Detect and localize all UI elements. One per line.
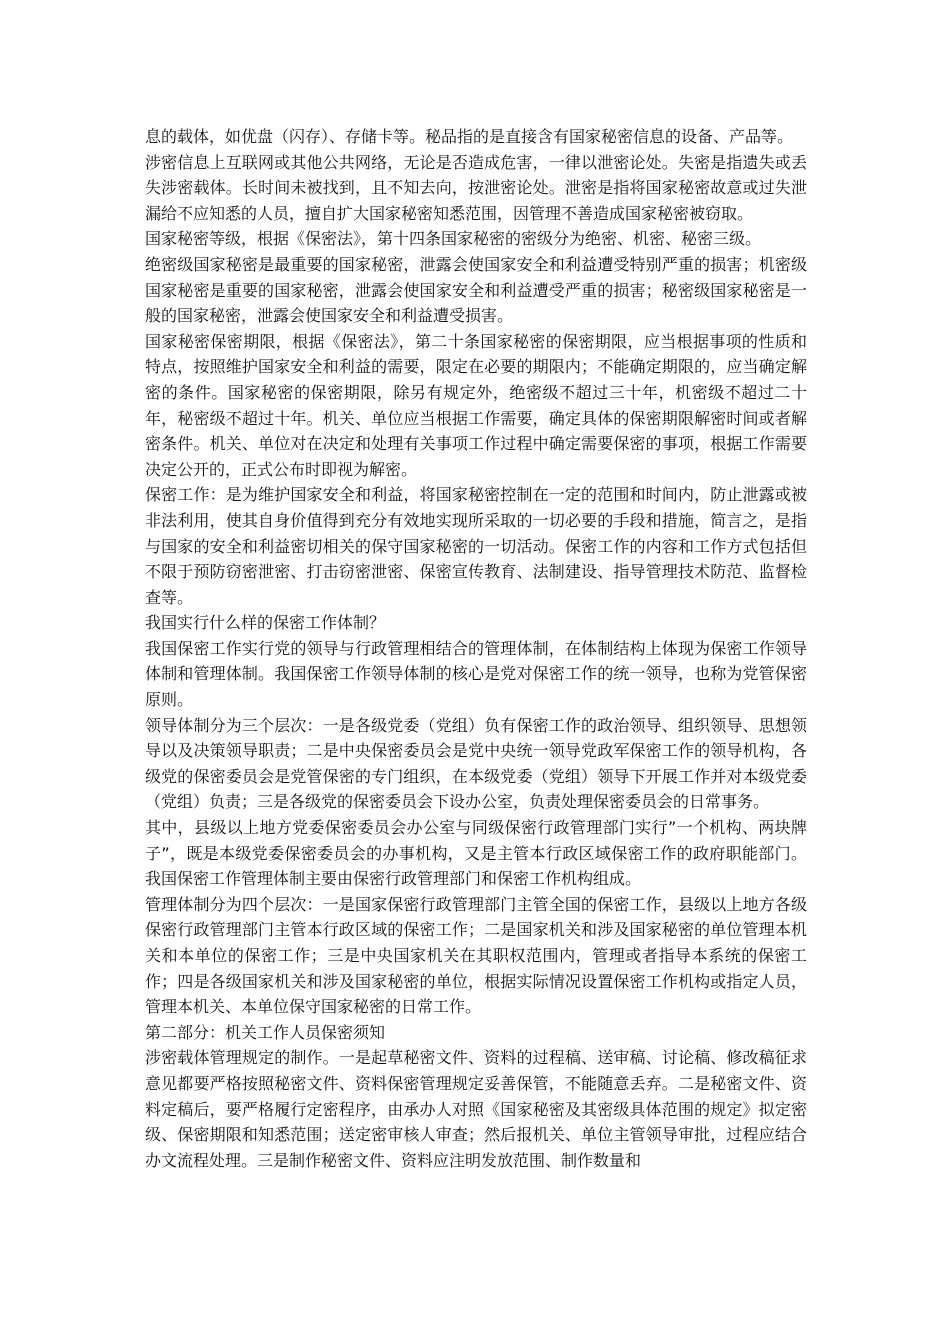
paragraph: 国家秘密保密期限，根据《保密法》，第二十条国家秘密的保密期限，应当根据事项的性质和特点，按照维护国家安全和利益的需要，限定在必要的期限内；不能确定期限的，应当确定解密的条件。国家秘密的保密期限，除另有规定外，绝密级不超过三十年，机密级不超过二十年，秘密级不超过十年。机关、单位应当根据工作需要，确定具体的保密期限解密时间或者解密条件。机关、单位对在决定和处理有关事项工作过程中确定需要保密的事项，根据工作需要决定公开的，正式公布时即视为解密。 [145, 331, 807, 479]
document-body [145, 124, 807, 1173]
paragraph: 涉密信息上互联网或其他公共网络，无论是否造成危害，一律以泄密论处。失密是指遗失或丢失涉密载体。长时间未被找到，且不知去向，按泄密论处。泄密是指将国家秘密故意或过失泄漏给不应知悉的人员，擅自扩大国家秘密知悉范围，因管理不善造成国家秘密被窃取。 [145, 152, 807, 223]
paragraph: 涉密载体管理规定的制作。一是起草秘密文件、资料的过程稿、送审稿、讨论稿、修改稿征求意见都要严格按照秘密文件、资料保密管理规定妥善保管，不能随意丢弃。二是秘密文件、资料定稿后，要严格履行定密程序，由承办人对照《国家秘密及其密级具体范围的规定》拟定密级、保密期限和知悉范围；送定密审核人审查；然后报机关、单位主管领导审批，过程应结合办文流程处理。三是制作秘密文件、资料应注明发放范围、制作数量和 [145, 1048, 807, 1170]
paragraph: 管理体制分为四个层次：一是国家保密行政管理部门主管全国的保密工作，县级以上地方各级保密行政管理部门主管本行政区域的保密工作；二是国家机关和涉及国家秘密的单位管理本机关和本单位的保密工作；三是中央国家机关在其职权范围内，管理或者指导本系统的保密工作；四是各级国家机关和涉及国家秘密的单位，根据实际情况设置保密工作机构或指定人员，管理本机关、本单位保守国家秘密的日常工作。 [145, 894, 807, 1017]
paragraph: 国家秘密等级，根据《保密法》，第十四条国家秘密的密级分为绝密、机密、秘密三级。 [145, 229, 762, 249]
section-heading: 第二部分：机关工作人员保密须知 [145, 1022, 386, 1042]
paragraph: 绝密级国家秘密是最重要的国家秘密，泄露会使国家安全和利益遭受特别严重的损害；机密级国家秘密是重要的国家秘密，泄露会使国家安全和利益遭受严重的损害；秘密级国家秘密是一般的国家秘密，泄露会使国家安全和利益遭受损害。 [145, 254, 807, 326]
question-heading: 我国实行什么样的保密工作体制？ [145, 613, 386, 633]
paragraph: 保密工作：是为维护国家安全和利益，将国家秘密控制在一定的范围和时间内，防止泄露或被非法利用，使其自身价值得到充分有效地实现所采取的一切必要的手段和措施，简言之，是指与国家的安全和利益密切相关的保守国家秘密的一切活动。保密工作的内容和工作方式包括但不限于预防窃密泄密、打击窃密泄密、保密宣传教育、法制建设、指导管理技术防范、监督检查等。 [145, 485, 807, 607]
paragraph: 其中，县级以上地方党委保密委员会办公室与同级保密行政管理部门实行”一个机构、两块牌子”，既是本级党委保密委员会的办事机构，又是主管本行政区域保密工作的政府职能部门。我国保密工作管理体制主要由保密行政管理部门和保密工作机构组成。 [145, 818, 807, 889]
paragraph: 息的载体，如优盘（闪存）、存储卡等。秘品指的是直接含有国家秘密信息的设备、产品等。 [145, 127, 794, 146]
paragraph: 领导体制分为三个层次：一是各级党委（党组）负有保密工作的政治领导、组织领导、思想领导以及决策领导职责；二是中央保密委员会是党中央统一领导党政军保密工作的领导机构，各级党的保密委员会是党管保密的专门组织，在本级党委（党组）领导下开展工作并对本级党委（党组）负责；三是各级党的保密委员会下设办公室，负责处理保密委员会的日常事务。 [145, 715, 807, 812]
paragraph: 我国保密工作实行党的领导与行政管理相结合的管理体制，在体制结构上体现为保密工作领导体制和管理体制。我国保密工作领导体制的核心是党对保密工作的统一领导，也称为党管保密原则。 [145, 638, 807, 710]
